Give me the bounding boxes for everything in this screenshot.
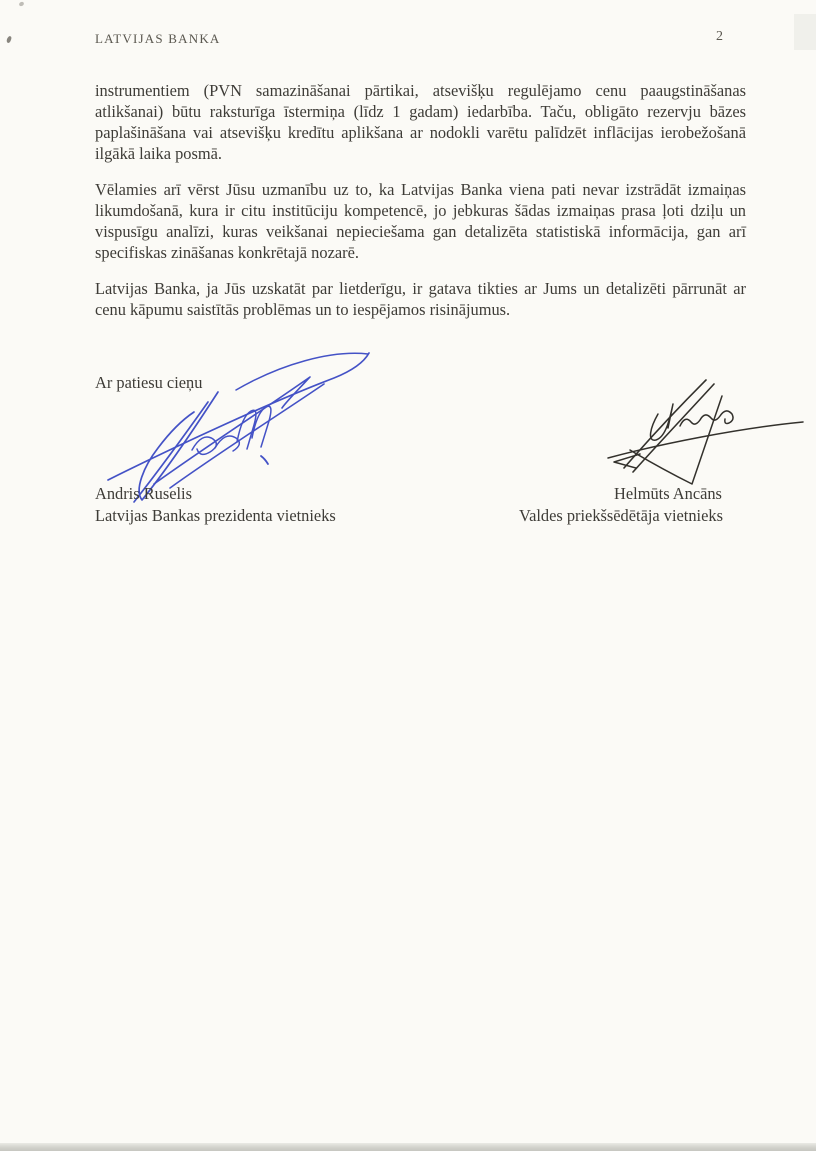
paragraph-1: instrumentiem (PVN samazināšanai pārtikai, atsevišķu regulējamo cenu paaugstināšanas atlikšanai) būtu raksturīga īstermiņa (līdz 1 gadam) iedarbība. Taču, obligāto rezervju bāzes paplašināšana vai atsevišķu kredītu aplikšana ar nodokli varētu palīdzēt inflācijas ierobežošanā ilgākā laika posmā. — [95, 81, 746, 163]
closing-salutation: Ar patiesu cieņu — [95, 373, 203, 392]
paragraph-2: Vēlamies arī vērst Jūsu uzmanību uz to, ka Latvijas Banka viena pati nevar izstrādāt izmaiņas likumdošanā, kura ir citu institūciju kompetencē, jo jebkuras šādas izmaiņas prasa ļoti dziļu un vispusīgu analīzi, kuras veikšanai nepieciešama gan detalizēta statistiskā informācija, gan arī specifiskas zināšanas konkrētajā nozarē. — [95, 180, 746, 262]
signatory-left-name: Andris Ruselis — [95, 484, 192, 503]
paragraph-3: Latvijas Banka, ja Jūs uzskatāt par lietderīgu, ir gatava tikties ar Jums un detalizēti pārrunāt ar cenu kāpumu saistītās problēmas un to iespējamos risinājumus. — [95, 279, 746, 319]
letter-body — [95, 80, 746, 335]
signatory-right-name: Helmūts Ancāns — [614, 484, 722, 503]
signatory-left-title: Latvijas Bankas prezidenta vietnieks — [95, 506, 336, 525]
signatory-right-title: Valdes priekšsēdētāja vietnieks — [519, 506, 723, 525]
scan-speck — [18, 1, 24, 7]
page-number: 2 — [716, 29, 723, 44]
letterhead-org-name: LATVIJAS BANKA — [95, 31, 221, 46]
scan-edge-shade — [794, 14, 816, 50]
scan-speck — [6, 36, 12, 44]
scanner-bottom-edge — [0, 1143, 816, 1151]
signature-helmuts-ancans — [600, 370, 808, 494]
